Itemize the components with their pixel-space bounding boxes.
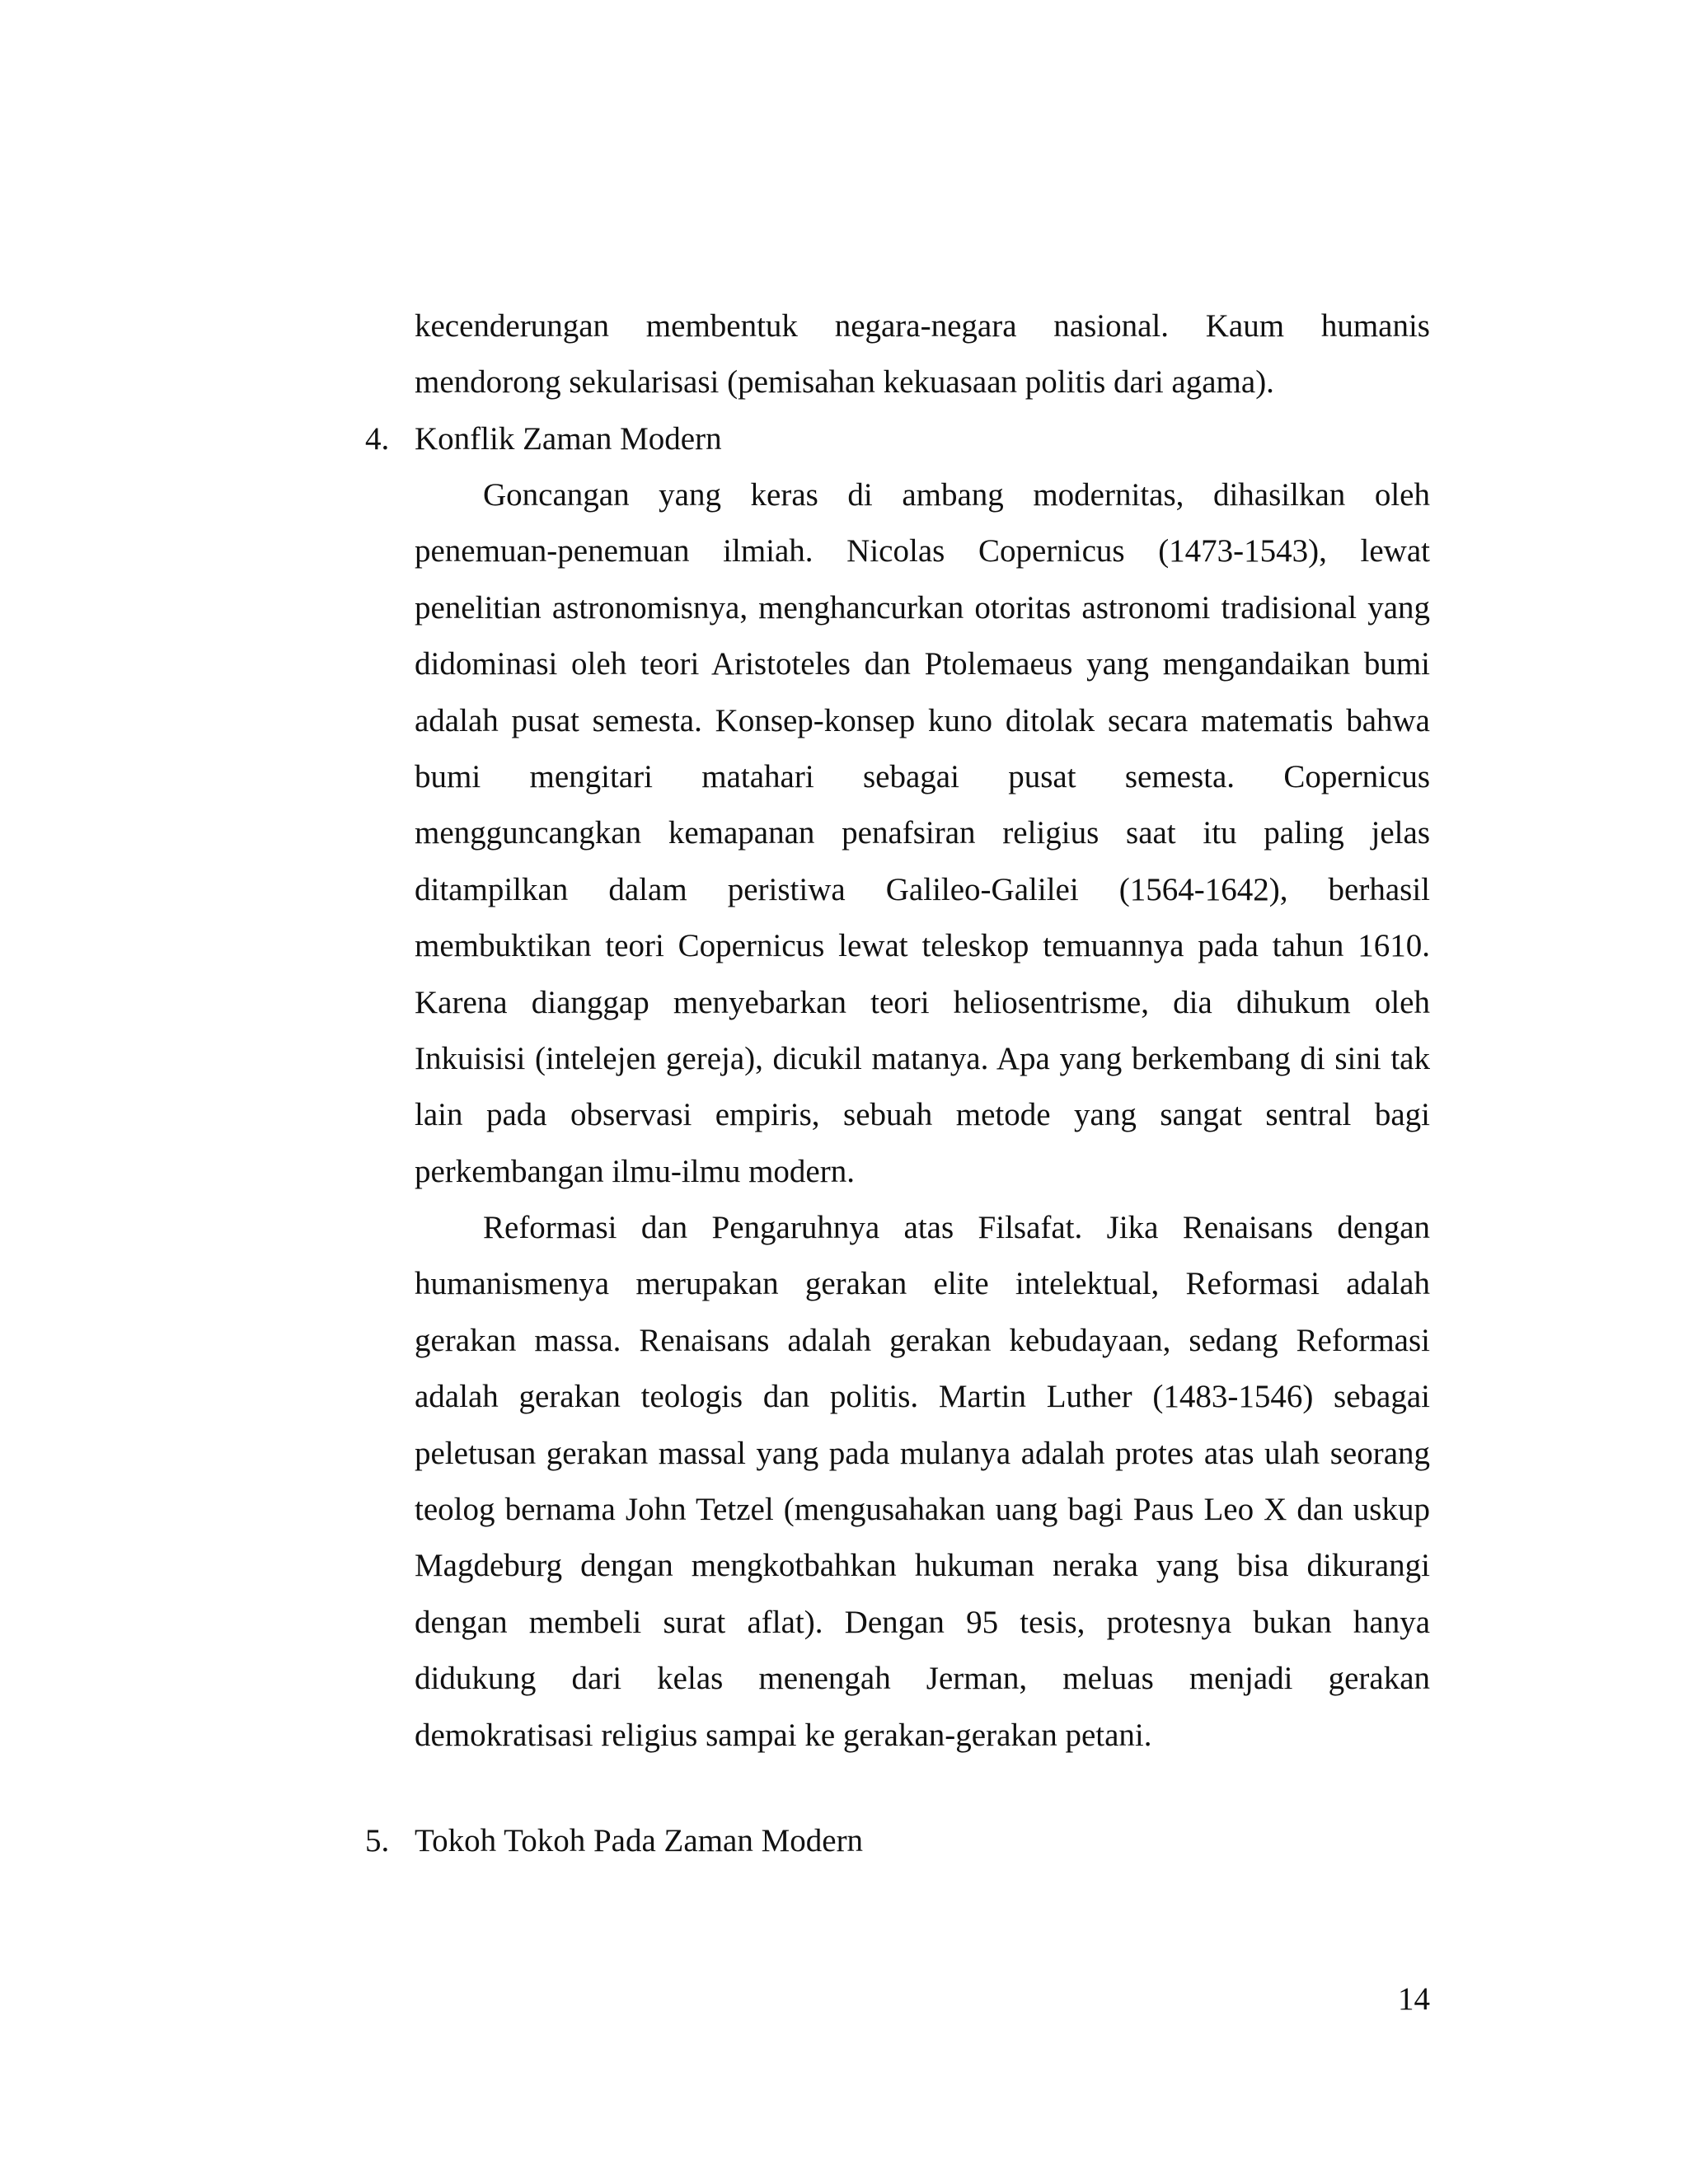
- paragraph-line: humanismenya merupakan gerakan elite intelektual, Reformasi adalah: [415, 1266, 1430, 1302]
- section-number: 5.: [365, 1823, 390, 1858]
- section-title: Konflik Zaman Modern: [415, 421, 722, 457]
- paragraph-line: membuktikan teori Copernicus lewat teleskop temuannya pada tahun 1610.: [415, 928, 1430, 964]
- paragraph-line: penelitian astronomisnya, menghancurkan otoritas astronomi tradisional yang: [415, 589, 1430, 626]
- paragraph-line: perkembangan ilmu-ilmu modern.: [415, 1153, 855, 1189]
- paragraph-line: adalah pusat semesta. Konsep-konsep kuno ditolak secara matematis bahwa: [415, 702, 1430, 738]
- paragraph-line: didominasi oleh teori Aristoteles dan Ptolemaeus yang mengandaikan bumi: [415, 646, 1430, 682]
- paragraph-line: Karena dianggap menyebarkan teori heliosentrisme, dia dihukum oleh: [415, 984, 1430, 1020]
- paragraph-line: demokratisasi religius sampai ke gerakan-gerakan petani.: [415, 1717, 1152, 1753]
- paragraph-line: peletusan gerakan massal yang pada mulanya adalah protes atas ulah seorang: [415, 1435, 1430, 1471]
- paragraph-line: Magdeburg dengan mengkotbahkan hukuman neraka yang bisa dikurangi: [415, 1548, 1430, 1584]
- section-title: Tokoh Tokoh Pada Zaman Modern: [415, 1823, 864, 1858]
- paragraph-line: adalah gerakan teologis dan politis. Martin Luther (1483-1546) sebagai: [415, 1379, 1430, 1415]
- paragraph-line: Goncangan yang keras di ambang modernitas, dihasilkan oleh: [483, 477, 1430, 513]
- paragraph-line: Inkuisisi (intelejen gereja), dicukil matanya. Apa yang berkembang di sini tak: [415, 1040, 1430, 1076]
- paragraph-line: mendorong sekularisasi (pemisahan kekuasaan politis dari agama).: [415, 364, 1274, 401]
- paragraph-line: ditampilkan dalam peristiwa Galileo-Galilei (1564-1642), berhasil: [415, 871, 1430, 907]
- section-4-paragraph-1: [415, 467, 1430, 1200]
- section-heading-5: [365, 1813, 863, 1869]
- section-number: 4.: [365, 421, 390, 457]
- section-heading-4: [365, 411, 722, 467]
- paragraph-line: penemuan-penemuan ilmiah. Nicolas Copernicus (1473-1543), lewat: [415, 533, 1430, 569]
- paragraph-line: dengan membeli surat aflat). Dengan 95 tesis, protesnya bukan hanya: [415, 1604, 1430, 1640]
- paragraph-line: gerakan massa. Renaisans adalah gerakan kebudayaan, sedang Reformasi: [415, 1322, 1430, 1358]
- paragraph-line: didukung dari kelas menengah Jerman, meluas menjadi gerakan: [415, 1661, 1430, 1697]
- paragraph-line: kecenderungan membentuk negara-negara nasional. Kaum humanis: [415, 308, 1430, 344]
- continuation-paragraph: [415, 298, 1430, 411]
- paragraph-line: bumi mengitari matahari sebagai pusat semesta. Copernicus: [415, 758, 1430, 794]
- paragraph-line: mengguncangkan kemapanan penafsiran religius saat itu paling jelas: [415, 815, 1430, 851]
- page-number: 14: [1398, 1981, 1430, 2017]
- paragraph-line: Reformasi dan Pengaruhnya atas Filsafat. Jika Renaisans dengan: [483, 1210, 1430, 1245]
- paragraph-line: teolog bernama John Tetzel (mengusahakan uang bagi Paus Leo X dan uskup: [415, 1491, 1430, 1527]
- paragraph-line: lain pada observasi empiris, sebuah metode yang sangat sentral bagi: [415, 1097, 1430, 1133]
- section-4-paragraph-2: [415, 1200, 1430, 1764]
